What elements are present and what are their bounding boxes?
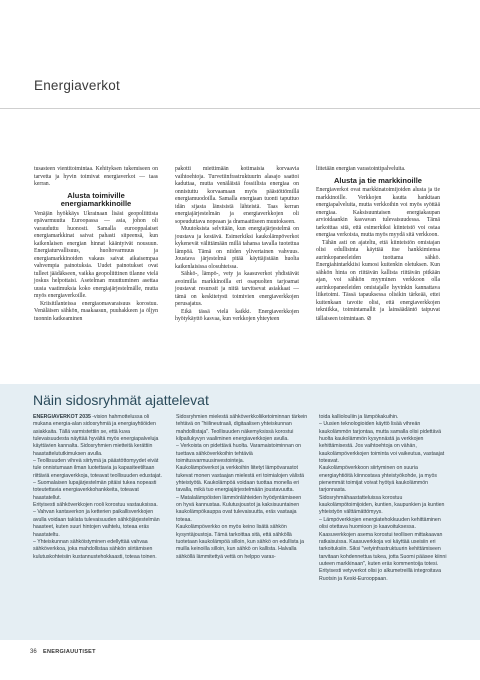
paragraph: – Verkoista on pidettävä huolta. Varamaistoiminnan on tuettava sähköverkkoihin tehtäviä toimitusvarmuusinvestointeja.	[176, 443, 302, 465]
paragraph: Kaukolämpöverkkoon siirtyminen on suuria energiayhtiöitä kiinnostava yhteistyökohde, ja myös pienemmät toimijat voivat hyötyä kaukolämmön tarjonnasta.	[319, 465, 437, 494]
paragraph: Sidosryhmähaastatteluissa korostuu kaukolämpötoimijoiden, kuntien, kaupunkien ja kuntien yhteistyön välttämättömyys.	[319, 494, 445, 516]
paragraph: Energiaverkot ovat markkinatoimijoiden alusta ja tie markkinoille. Verkkojen kautta hankitaan energiapalveluita, mutta verkkoihin voi myös syöttää energiaa. Kaksisuuntaisen energiakaupan arvioidaankin kasvavan tulevaisuudessa. Tämä tarkoittaa sitä, että esimerkiksi kiinteistö voi ostaa energiaa verkoista, mutta myös myydä sitä verkkoon.	[316, 187, 440, 238]
paragraph: – Vahvan kantaverkon ja ketterien paikallisverkkojen avulla voidaan taklata tulevaisuuden sähköjärjestelmän haasteet, kuten suuri hintojen vaihtelu, toteaa eräs haastateltu.	[33, 509, 160, 538]
paragraph: – Matalalämpöisten lämmönlähteiden hyödyntämiseen on hyvä kannustaa. Kulutusjoustot ja kaksisuuntainen kaukolämpökauppa ovat tulevaisuutta, eräs vastaaja toteaa.	[176, 494, 302, 523]
paragraph: Sähkö-, lämpö-, vety ja kaasuverkot yhdistävät avoimilla markkinoilla eri osapuolten tarjoamat joustavat resurssit ja niitä tarvitsevat asiakkaat — tämä on keskitetysti toimivien energiaverkkojen perusajatus.	[175, 271, 299, 307]
lead-in: ENERGIAVERKOT 2035	[33, 414, 91, 420]
paragraph: Sidosryhmien mielestä sähköverkkoliiketoiminnan tärkein tehtävä on "hiilineutraali, digitaalisen yhteiskunnan mahdollistaja". Teollisuuden näkemyksissä korostui kilpailukyvyn vaaliminen energiaverkkojen avulla.	[176, 414, 308, 443]
paragraph	[33, 414, 165, 458]
sidebar-column-2	[176, 414, 308, 561]
paragraph	[316, 240, 440, 324]
subheading: Alusta ja tie markkinoille	[334, 175, 422, 185]
page-header	[0, 0, 480, 109]
sidebar-column-1	[33, 414, 165, 561]
end-mark-icon: ⊘	[366, 314, 372, 322]
paragraph: toida kalliolouliin ja lämpökakuihin.	[319, 414, 399, 420]
paragraph: – Teollisuuden vihreä siirtymä ja päästöttomyydet eivät tule onnistumaan ilman luotettavia ja kapasiteetiltaan riittäviä energiaverkkoja, toteavat teollisuuden edustajat.	[33, 458, 162, 479]
paragraph-text: -vision hahmottelussa oli mukana energia-alan sidosryhmiä ja energiayhtiöiden asiakkaita. Tällä varmistettiin se, että kuva tulevaisuudesta näyttää hyvältä myös energiapalveluja käyttävien kannalta. Sidosryhmien mietteitä kerättiin haastattelututkimuksen avulla.	[33, 414, 159, 457]
paragraph: Kaukolämpöverkot ja verkkoihin liitetyt lämpövarastot tukevat monen vastaajan mielestä eri toimialojen välistä yhteistyötä. Kaukolämpöä voidaan tuottaa monella eri tavalla, mikä tuo energiajärjestelmään joustavuutta.	[176, 465, 305, 494]
article-body	[34, 166, 450, 366]
sidebar-title: Näin sidosryhmät ajattelevat	[33, 392, 209, 408]
sidebar-box	[0, 384, 480, 640]
paragraph: pakotti miettimään kotimaisia korvaavia vaihtoehtoja. Turvetiinfrastruktuurin alasajo saattoi kaduttaa, mutta venäläistä fossiilista energiaa on onnistuttu korvaamaan myös päästöttömillä energiamuodoilla. Samalla energiaan tuonti taputtuo idän sijasta länsisistä lähteistä. Taas kerran energiajärjestelmän ja energiaverkkojen oli sopeuduttava nopeaan ja dramaattiseen muutokseen.	[175, 166, 299, 225]
page-number: 36	[30, 649, 37, 655]
paragraph: tusasteen vientitoimintaa. Kehityksen tukemiseen on tarvetta ja hyvin toimivat energiaverkot — taas kerran.	[34, 166, 158, 187]
paragraph-text: Tähän asti on ajateltu, että kiinteistön omistajan olisi edullisinta käyttää itse hankkimiensa aurinkopaneeleiden tuottama sähkö. Energiahintarkkiisi kumosi kuitenkin oletuksen. Kun sähkön hinta on riittävän kallista riittävän pitkään ajan, voi sähkön myyminen verkkoon olla aurinkopaneeleiden omistajalle hyvinkin kannattava liiketoimi. Tässä tapauksessa olisikin tärkeää, ettei kuitenkaan tavoite olisi, että energiaverkkojen tekniikka, toimintamallit ja lainsäädäntö taipuvat tällaiseen toimintaan.	[316, 239, 440, 322]
section-title: Energiaverkot	[34, 78, 120, 93]
paragraph: – Suomalaisen lupajärjestelmän pitäisi tukea nopeasti toteutettavia energiaverkkohankkeita, toteavat haastatellut.	[33, 480, 157, 501]
paragraph: Erityisesti sähköverkkojen rooli korostuu vastauksissa.	[33, 502, 158, 509]
paragraph: – Uusien teknologioiden käyttö lisää vihreän kaukolämmön tarjontaa, mutta samalla olisi pidettävä huolta kaukolämmön kysynnästä ja verkkojen kehittämisestä. Jos vaihtoehtoja on vähän, kaukolämpöverkkojen toiminta voi vaikeutua, vastaajat toteavat.	[319, 421, 445, 465]
paragraph: Kaasuverkkojen asema korostui teollisen mittakaavan ratkaisuissa. Kaasuverkkoja voi käyttää useisiin eri tarkoituksiin. Siksi "vetyinfrastruktuurin kehittämiseen tarvitaan kohdennettua tukea, jotta Suomi pääsee kiinni uuteen markkinaan", kuten eräs kommentoija totesi. Erityisesti vetyverkot olisi jo alkumetreillä integroitava Ruotsin ja Keski-Eurooppaan.	[319, 531, 447, 582]
paragraph: Muutoksista selvitään, kun energiajärjestelmä on joustava ja kestävä. Esimerkiksi kaukolämpöverkot kykenevät välittämään millä tahansa tavalla tuotettua lämpöä. Tämä on niiden ylivertainen vahvuus. Joustava järjestelmä pitää käyttäjistään huolta kaikenlaisissa olosuhteissa.	[175, 226, 299, 270]
paragraph: Kriisitilanteissa energiaomavaraisuus korostuu. Venäläisen sähkön, maakaasun, puuhakkeen ja öljyn tuonnin katkeaminen	[34, 300, 158, 322]
paragraph: liitetään energian varastointipalveluita.	[316, 166, 406, 172]
paragraph: Eikä tässä vielä kaikki. Energiaverkkojen hyötykäyttö kasvaa, kun verkkojen yhteyteen	[175, 308, 299, 322]
paragraph: – Lämpöverkkojen energiatehokkuuden kehittäminen olisi otettava huomioon jo kaavoituksessa.	[319, 516, 441, 531]
paragraph: Venäjän hyökkäys Ukrainaan lisäsi geopoliittista epävarmuutta Euroopassa — asia, johon oli varauduttu huonosti. Samalla eurooppalaiset energiamarkkinat saivat pahasti siipeensä, kun kaikenlaisen energian hinnat kääntyivät nousuun. Energiaturvallisuus, huoltovarmuus ja energiamarkkinoiden vakaus saivat aikaisempaa vahvempia painotuksia. Uudet painotukset ovat tulleet jäädäkseen, vaikka geopoliittinen tilanne vielä joskus helpottaisi. Asetelman muuttuminen asettaa uusia vaatimuksia koko energiajärjestelmälle, mutta myös energiaverkoille.	[34, 210, 158, 299]
paragraph: – Yhteiskunnan sähköistyminen edellyttää vahvaa sähköverkkoa, joka mahdollistaa sähkön siirtämisen kulutuskohteisiin kustannustehokkaasti, toteaa toinen.	[33, 538, 157, 560]
page-footer	[0, 640, 480, 680]
article-column-1	[34, 166, 158, 323]
article-column-3	[316, 166, 440, 323]
paragraph: Kaukolämpöverkko on myös keino lisätä sähkön kysyntäjoustoja. Tämä tarkoittaa sitä, että sähköllä tuotetaan kaukolämpöä silloin, kun sähkö on edullista ja muilla keinoilla silloin, kun sähkö on kallista. Halvalla sähköllä lämmitettyä vettä on helppo varas-	[176, 524, 305, 560]
article-column-2	[175, 166, 299, 324]
subheading: Alusta toimiville energiamarkkinoille	[60, 190, 132, 208]
sidebar-column-3	[319, 414, 451, 583]
magazine-name: ENERGIAUUTISET	[43, 649, 96, 655]
